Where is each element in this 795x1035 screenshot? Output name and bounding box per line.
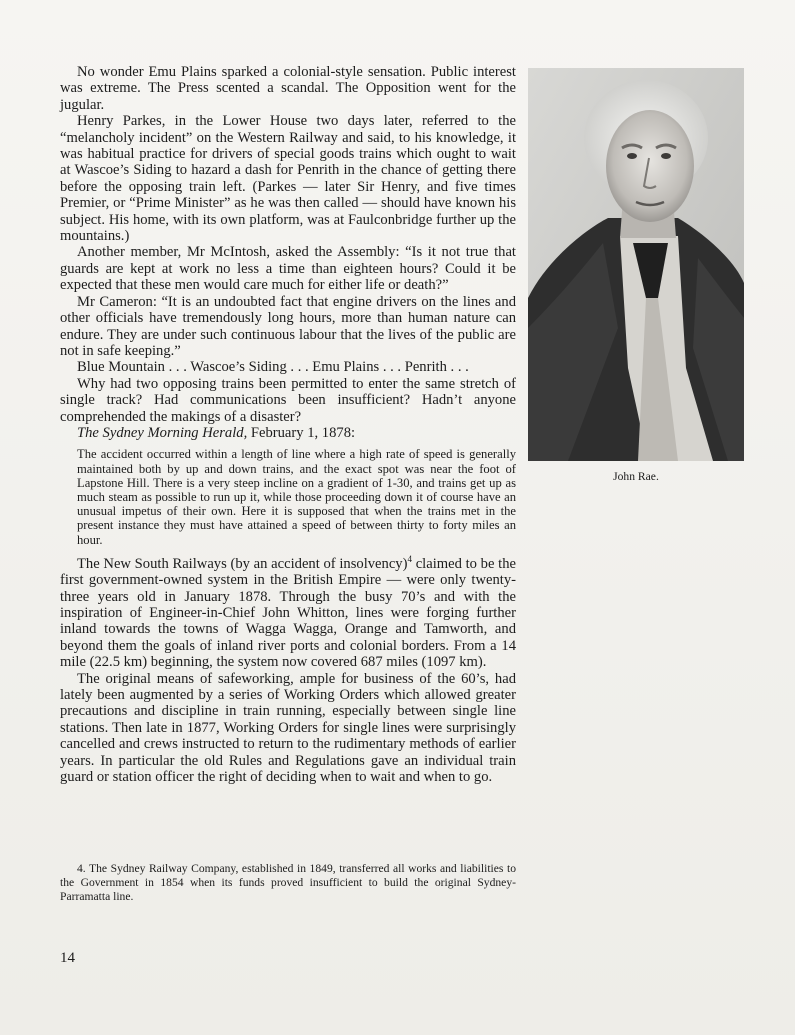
paragraph-7-rest: claimed to be the first government-owned system in the British Empire — were only twenty-three years old in January 1878. Through the busy 70’s and with the inspiration of Engineer-in-Chief John Whitton, lines were forging further inland towards the towns of Wagga Wagga, Orange and Tamworth, and beyond them the goals of inland river ports and colonial borders. From a 14 mile (22.5 km) beginning, the system now covered 687 miles (1097 km). bbox=[60, 555, 516, 671]
page-number: 14 bbox=[60, 950, 75, 966]
paragraph-6: Why had two opposing trains been permitted to enter the same stretch of single track? Had communications been insufficient? Hadn’t anyone comprehended the makings of a disaster? bbox=[60, 375, 516, 425]
paragraph-1: No wonder Emu Plains sparked a colonial-style sensation. Public interest was extreme. The Press scented a scandal. The Opposition went for the jugular. bbox=[60, 64, 516, 113]
newspaper-quote: The accident occurred within a length of line where a high rate of speed is generally maintained both by up and down trains, and the exact spot was near the foot of Lapstone Hill. There is a very steep incline on a gradient of 1-30, and trains get up as much steam as possible to run up it, while those proceeding down it of course have an unusual impetus of their own. Here it is supposed that when the trains met in the present instance they must have attained a speed of between thirty to forty miles an hour. bbox=[77, 447, 516, 547]
main-text-column bbox=[60, 64, 516, 785]
footnote-text: 4. The Sydney Railway Company, established in 1849, transferred all works and liabilities to the Government in 1854 when its funds proved insufficient to build the original Sydney-Parramatta line. bbox=[60, 862, 516, 903]
paragraph-4: Mr Cameron: “It is an undoubted fact that engine drivers on the lines and other officials have tremendously long hours, more than human nature can endure. They are under such continuous labour that the lives of the public are not in safe keeping.” bbox=[60, 293, 516, 359]
paragraph-7-start: The New South Railways (by an accident of insolvency) bbox=[77, 555, 408, 572]
portrait-image bbox=[528, 68, 744, 461]
paragraph-2: Henry Parkes, in the Lower House two days later, referred to the “melancholy incident” on the Western Railway and said, to his knowledge, it was habitual practice for drivers of special goods trains which ought to wait at Wascoe’s Siding to hazard a dash for Penrith in the chance of getting there before the opposing train left. (Parkes — later Sir Henry, and five times Premier, or “Prime Minister” as he was then called — should have known his subject. His home, with its own platform, was at Faulconbridge further up the mountains.) bbox=[60, 113, 516, 245]
paragraph-5: Blue Mountain . . . Wascoe’s Siding . . . Emu Plains . . . Penrith . . . bbox=[77, 359, 469, 376]
footnote-ref: 4 bbox=[407, 553, 412, 564]
quote-source-date: February 1, 1878: bbox=[247, 424, 356, 441]
footnote bbox=[60, 862, 516, 903]
paragraph-8: The original means of safeworking, ample for business of the 60’s, had lately been augmented by a series of Working Orders which allowed greater precautions and discipline in train running, especially between single line stations. Then late in 1877, Working Orders for single lines were surprisingly cancelled and crews instructed to return to the rudimentary methods of earlier years. In particular the old Rules and Regulations gave an individual train guard or station officer the right of deciding when to wait and when to go. bbox=[60, 670, 516, 786]
photo-caption: John Rae. bbox=[613, 470, 659, 483]
quote-source bbox=[60, 425, 516, 441]
paragraph-3: Another member, Mr McIntosh, asked the Assembly: “Is it not true that guards are kept at work no less a time than eighteen hours? Could it be expected that these men would care much for either life or death?” bbox=[60, 244, 516, 294]
quote-source-title: The Sydney Morning Herald, bbox=[77, 424, 248, 441]
portrait-photo bbox=[528, 68, 744, 461]
paragraph-7 bbox=[60, 553, 516, 671]
